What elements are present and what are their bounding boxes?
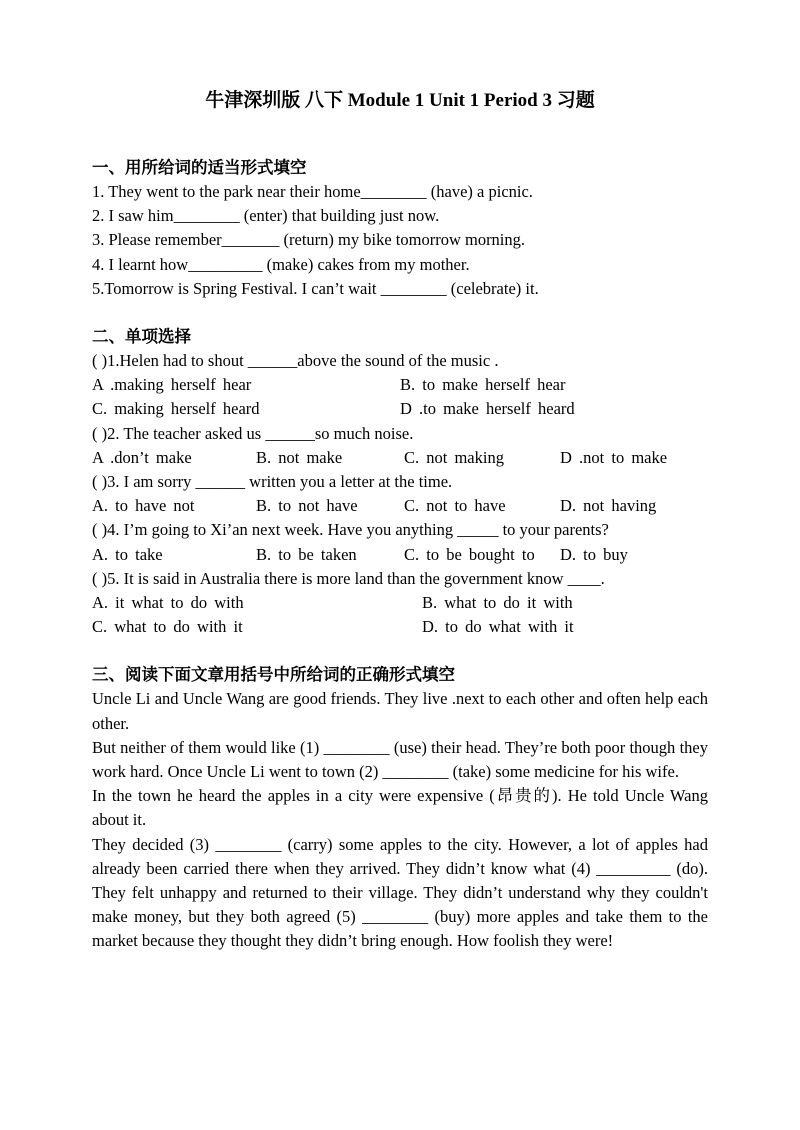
option-a: A. it what to do with — [92, 593, 244, 613]
option-d: D. to do what with it — [422, 617, 574, 637]
option-row — [92, 397, 708, 421]
section-heading: 一、用所给词的适当形式填空 — [92, 158, 307, 177]
spacer — [92, 301, 708, 325]
question-item: 1. They went to the park near their home________ (have) a picnic. — [92, 182, 533, 201]
question-stem: ( )5. It is said in Australia there is more land than the government know ____. — [92, 568, 605, 588]
question-stem: ( )2. The teacher asked us ______so much noise. — [92, 423, 414, 443]
option-d: D. to buy — [560, 544, 628, 564]
passage-paragraph: They decided (3) ________ (carry) some apples to the city. However, a lot of apples had already been carried there when they arrived. They didn’t know what (4) _________ (do). They felt unhappy and returned to their village. They didn’t understand why they couldn't make money, but they both agreed (5) ________ (buy) more apples and take them to the market because they thought they didn’t bring enough. How foolish they were! — [92, 834, 708, 951]
section-heading: 三、阅读下面文章用括号中所给词的正确形式填空 — [92, 665, 455, 685]
page-title: 牛津深圳版 八下 Module 1 Unit 1 Period 3 习题 — [205, 90, 595, 111]
spacer — [92, 639, 708, 663]
question-stem: ( )1.Helen had to shout ______above the sound of the music . — [92, 351, 499, 371]
option-b: B. what to do it with — [422, 593, 573, 613]
question-item: 3. Please remember_______ (return) my bike tomorrow morning. — [92, 230, 526, 250]
option-b: B. not make — [256, 447, 343, 467]
option-a: A .making herself hear — [92, 375, 252, 395]
option-b: B. to be taken — [256, 544, 357, 564]
section-heading: 二、单项选择 — [92, 327, 191, 347]
option-row — [92, 615, 708, 639]
option-c: C. to be bought to — [404, 544, 535, 564]
option-a: A. to have not — [92, 496, 195, 516]
option-c: C. not to have — [404, 496, 506, 516]
option-row — [92, 494, 708, 518]
question-item: 2. I saw him________ (enter) that building just now. — [92, 206, 440, 226]
question-stem: ( )4. I’m going to Xi’an next week. Have you anything _____ to your parents? — [92, 520, 609, 540]
option-c: C. what to do with it — [92, 617, 243, 637]
option-d: D .to make herself heard — [400, 399, 575, 419]
option-row — [92, 373, 708, 397]
option-row — [92, 591, 708, 615]
option-b: B. to not have — [256, 496, 358, 516]
option-row — [92, 543, 708, 567]
option-c: C. not making — [404, 447, 504, 467]
question-item: 5.Tomorrow is Spring Festival. I can’t wait ________ (celebrate) it. — [92, 278, 539, 298]
option-b: B. to make herself hear — [400, 375, 566, 395]
option-a: A. to take — [92, 544, 163, 564]
passage-paragraph: Uncle Li and Uncle Wang are good friends. They live .next to each other and often help each other. — [92, 689, 708, 733]
option-a: A .don’t make — [92, 447, 192, 467]
passage-paragraph: But neither of them would like (1) ________ (use) their head. They’re both poor though they work hard. Once Uncle Li went to town (2) ________ (take) some medicine for his wife. — [92, 737, 708, 782]
option-c: C. making herself heard — [92, 399, 260, 419]
option-d: D .not to make — [560, 447, 668, 467]
section-fill-in-blanks — [92, 156, 708, 301]
worksheet-page — [92, 88, 708, 954]
question-stem: ( )3. I am sorry ______ written you a letter at the time. — [92, 472, 453, 492]
option-row — [92, 446, 708, 470]
option-d: D. not having — [560, 496, 657, 516]
question-item: 4. I learnt how_________ (make) cakes from my mother. — [92, 254, 470, 274]
passage-paragraph: In the town he heard the apples in a city were expensive (昂贵的). He told Uncle Wang about it. — [92, 786, 708, 830]
section-multiple-choice — [92, 325, 708, 639]
section-reading-fill — [92, 663, 708, 953]
